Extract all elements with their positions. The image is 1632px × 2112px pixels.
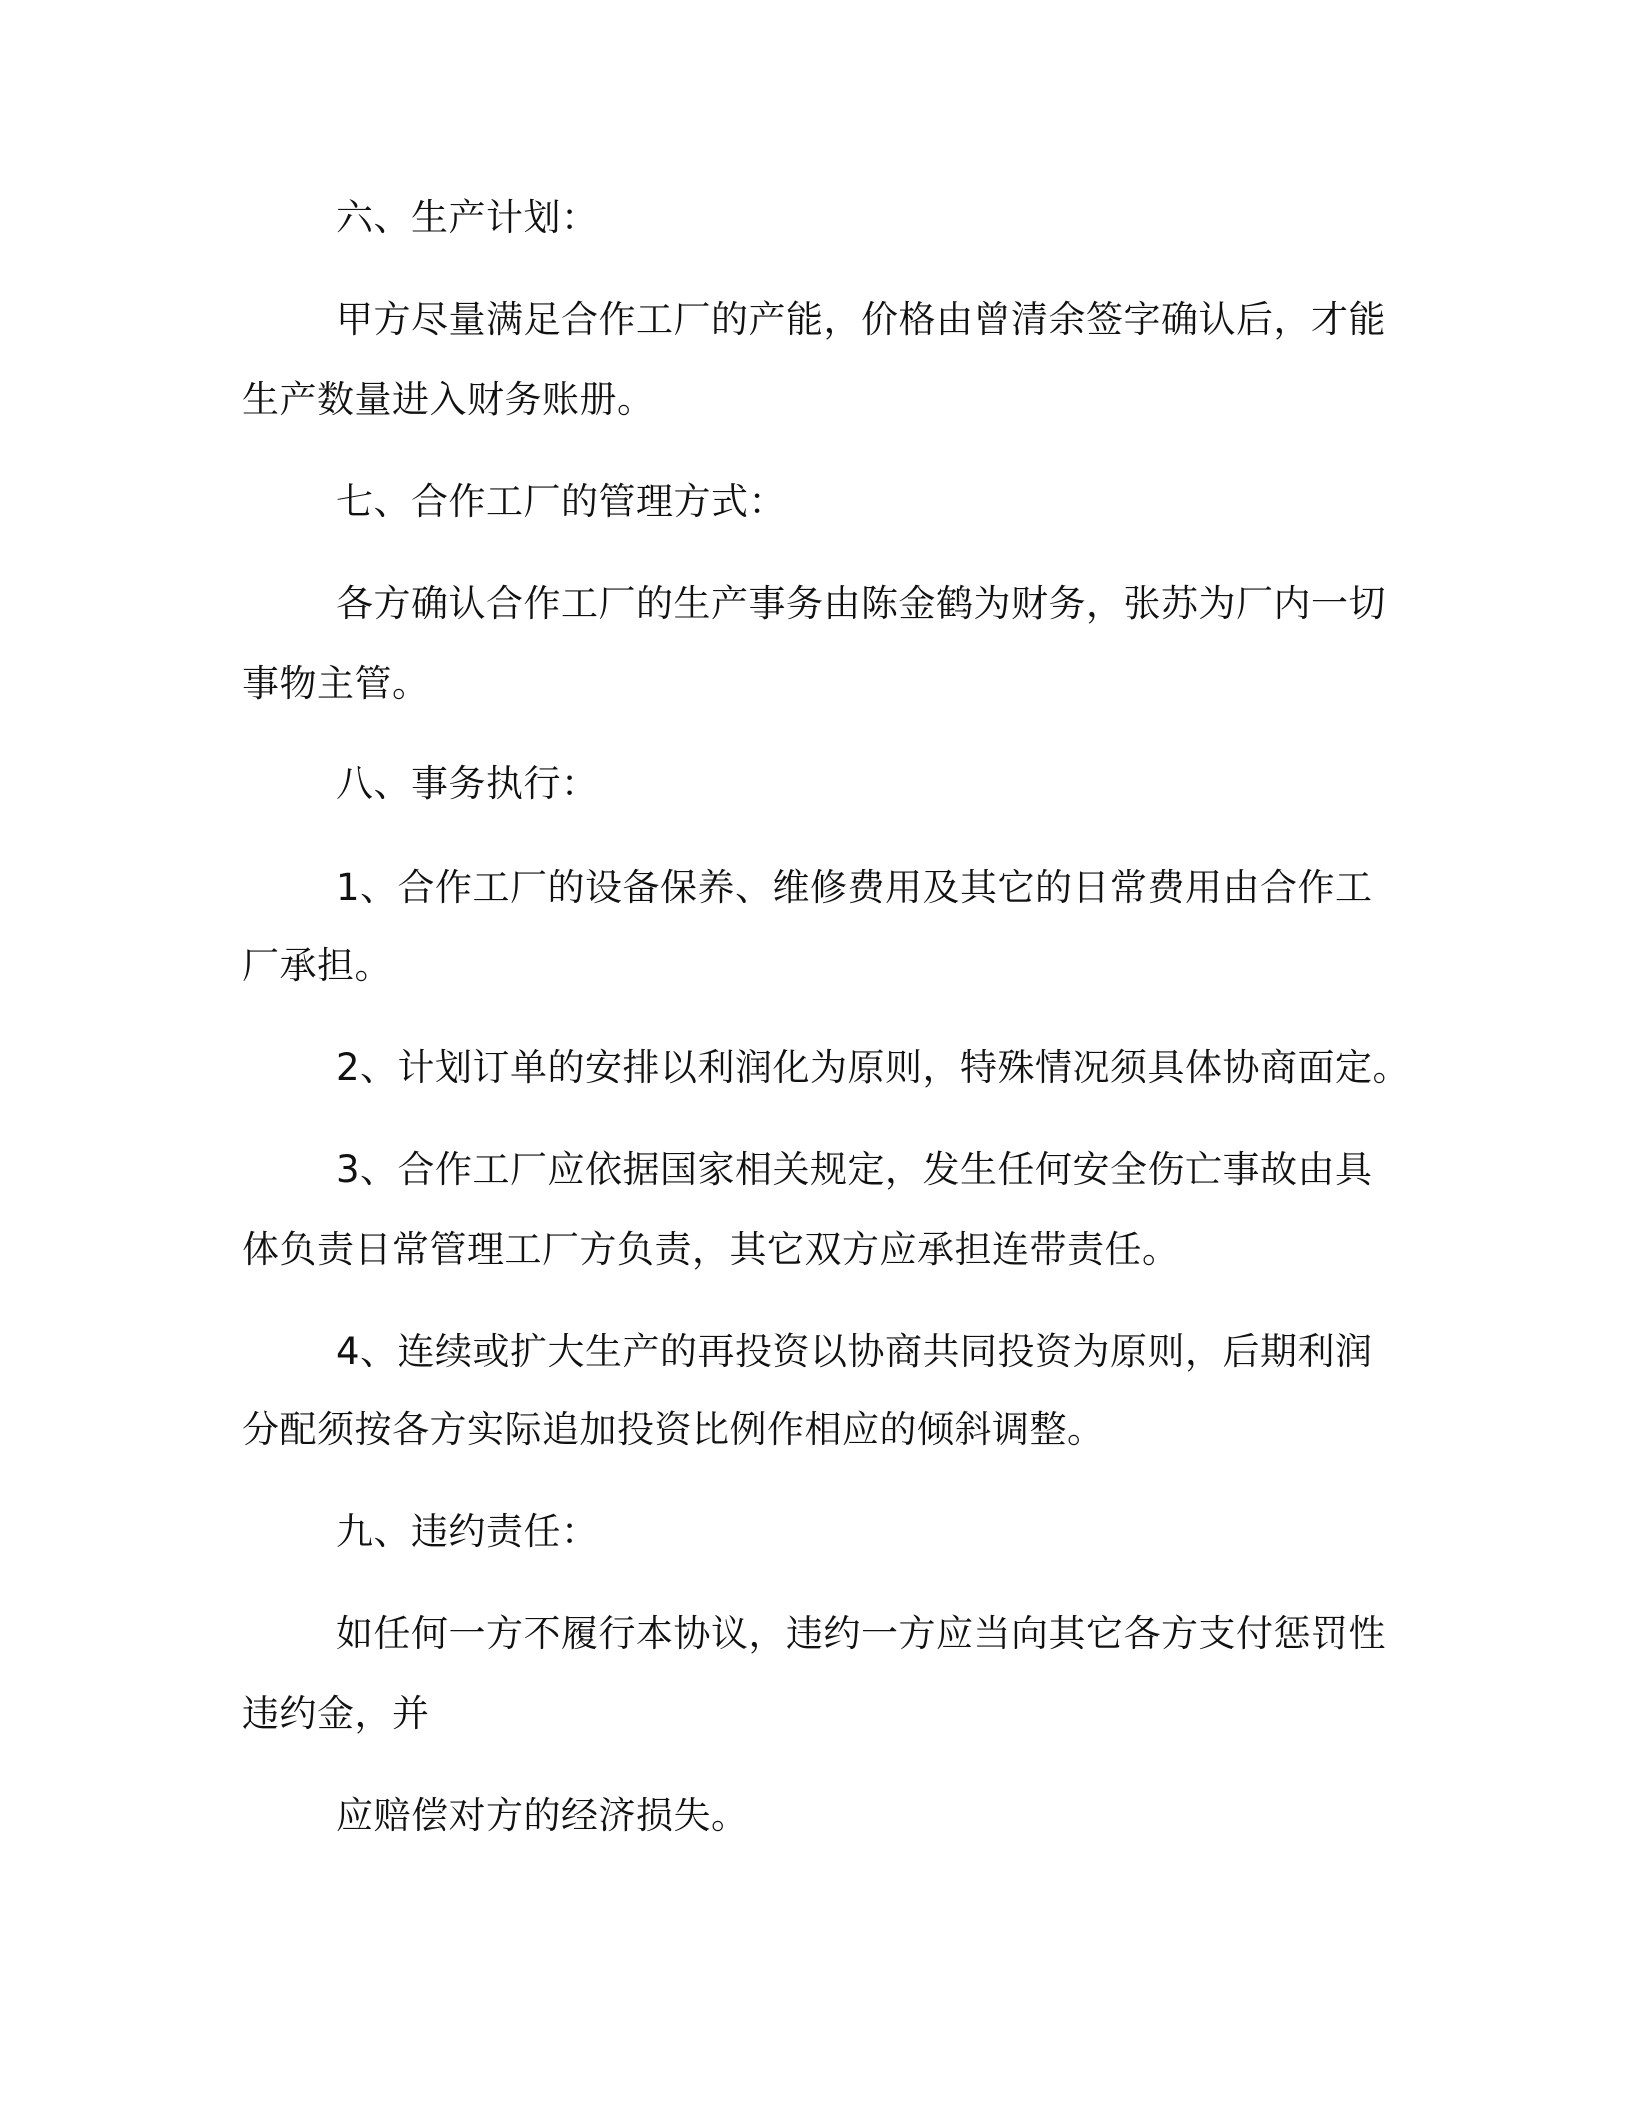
list-item-4-line: 分配须按各方实际追加投资比例作相应的倾斜调整。 [242,1408,1105,1451]
paragraph-line: 事物主管。 [242,662,430,705]
paragraph-line: 甲方尽量满足合作工厂的产能，价格由曾清余签字确认后，才能 [336,298,1386,341]
section-heading-affairs-execution: 八、事务执行： [336,762,599,805]
paragraph-line: 应赔偿对方的经济损失。 [336,1794,749,1837]
paragraph-line: 如任何一方不履行本协议，违约一方应当向其它各方支付惩罚性 [336,1612,1386,1655]
paragraph-line: 各方确认合作工厂的生产事务由陈金鹤为财务，张苏为厂内一切 [336,582,1386,625]
paragraph-line: 生产数量进入财务账册。 [242,378,655,421]
list-item-1-line: 厂承担。 [242,944,392,987]
list-item-1-line: 1、合作工厂的设备保养、维修费用及其它的日常费用由合作工 [336,866,1373,909]
section-heading-breach-liability: 九、违约责任： [336,1510,599,1553]
paragraph-line: 违约金，并 [242,1692,430,1735]
list-item-3-line: 体负责日常管理工厂方负责，其它双方应承担连带责任。 [242,1228,1180,1271]
section-heading-factory-management: 七、合作工厂的管理方式： [336,480,786,523]
list-item-2-line: 2、计划订单的安排以利润化为原则，特殊情况须具体协商面定。 [336,1046,1411,1089]
list-item-3-line: 3、合作工厂应依据国家相关规定，发生任何安全伤亡事故由具 [336,1148,1373,1191]
section-heading-production-plan: 六、生产计划： [336,196,599,239]
list-item-4-line: 4、连续或扩大生产的再投资以协商共同投资为原则，后期利润 [336,1330,1373,1373]
